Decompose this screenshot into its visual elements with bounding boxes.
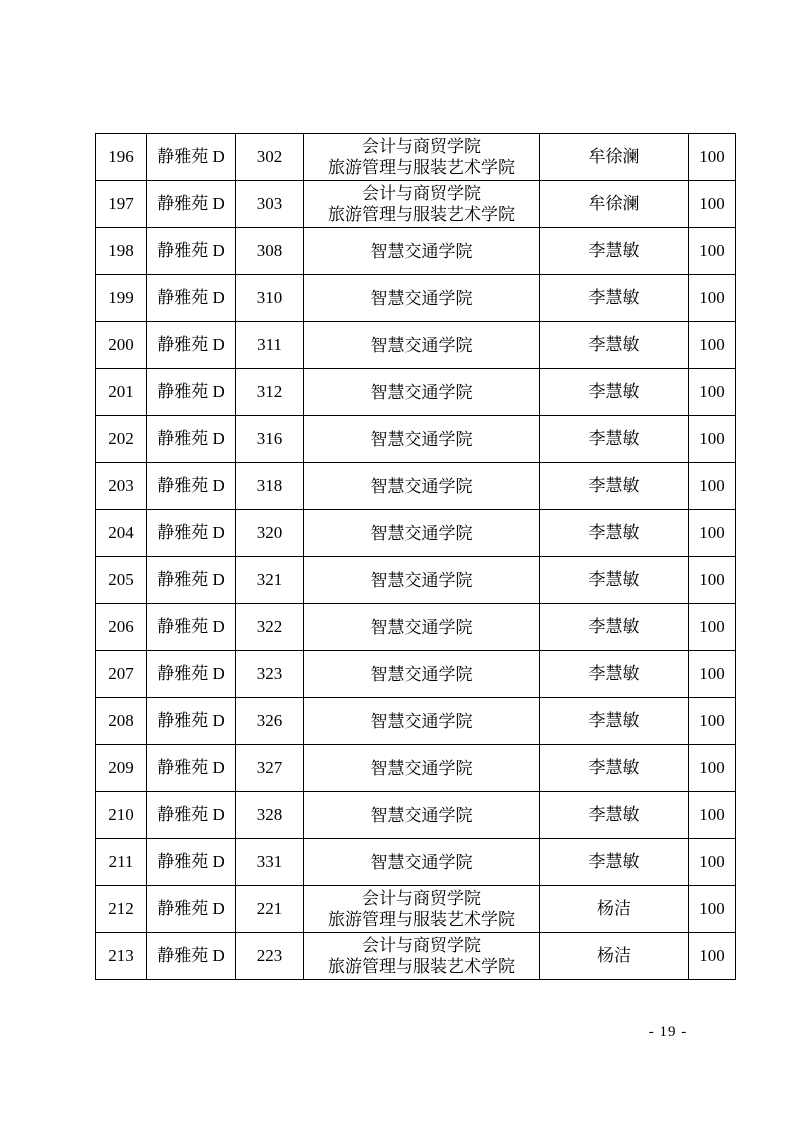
score-cell: 100 xyxy=(689,651,736,698)
table-row xyxy=(96,604,736,651)
table-body xyxy=(96,134,736,980)
person-in-charge-cell: 李慧敏 xyxy=(540,416,689,463)
room-number-cell: 326 xyxy=(236,698,304,745)
department-line: 智慧交通学院 xyxy=(370,476,473,496)
building-cell: 静雅苑 D xyxy=(147,416,236,463)
row-number-cell: 198 xyxy=(96,228,147,275)
room-number-cell: 303 xyxy=(236,181,304,228)
department-line: 会计与商贸学院 xyxy=(362,137,481,156)
row-number-cell: 205 xyxy=(96,557,147,604)
room-number-cell: 311 xyxy=(236,322,304,369)
room-number-cell: 331 xyxy=(236,839,304,886)
department-line: 智慧交通学院 xyxy=(370,758,473,778)
room-number-cell: 316 xyxy=(236,416,304,463)
building-cell: 静雅苑 D xyxy=(147,463,236,510)
score-cell: 100 xyxy=(689,463,736,510)
building-cell: 静雅苑 D xyxy=(147,698,236,745)
department-line: 智慧交通学院 xyxy=(370,429,473,449)
table-row xyxy=(96,181,736,228)
building-cell: 静雅苑 D xyxy=(147,322,236,369)
department-cell xyxy=(304,463,540,510)
table-row xyxy=(96,510,736,557)
building-cell: 静雅苑 D xyxy=(147,604,236,651)
table-row xyxy=(96,416,736,463)
table-row xyxy=(96,933,736,980)
score-cell: 100 xyxy=(689,698,736,745)
room-number-cell: 302 xyxy=(236,134,304,181)
department-cell xyxy=(304,745,540,792)
score-cell: 100 xyxy=(689,839,736,886)
score-cell: 100 xyxy=(689,275,736,322)
department-cell xyxy=(304,886,540,933)
person-in-charge-cell: 李慧敏 xyxy=(540,651,689,698)
row-number-cell: 208 xyxy=(96,698,147,745)
room-number-cell: 312 xyxy=(236,369,304,416)
person-in-charge-cell: 李慧敏 xyxy=(540,839,689,886)
building-cell: 静雅苑 D xyxy=(147,369,236,416)
department-line: 智慧交通学院 xyxy=(370,382,473,402)
department-line: 智慧交通学院 xyxy=(370,711,473,731)
row-number-cell: 209 xyxy=(96,745,147,792)
row-number-cell: 206 xyxy=(96,604,147,651)
person-in-charge-cell: 李慧敏 xyxy=(540,557,689,604)
row-number-cell: 201 xyxy=(96,369,147,416)
table-row xyxy=(96,839,736,886)
building-cell: 静雅苑 D xyxy=(147,792,236,839)
department-line: 旅游管理与服装艺术学院 xyxy=(328,205,515,224)
score-cell: 100 xyxy=(689,228,736,275)
building-cell: 静雅苑 D xyxy=(147,181,236,228)
row-number-cell: 207 xyxy=(96,651,147,698)
table-row xyxy=(96,134,736,181)
table-row xyxy=(96,886,736,933)
score-cell: 100 xyxy=(689,745,736,792)
table-row xyxy=(96,228,736,275)
table-row xyxy=(96,322,736,369)
room-number-cell: 310 xyxy=(236,275,304,322)
room-number-cell: 323 xyxy=(236,651,304,698)
department-line: 智慧交通学院 xyxy=(370,617,473,637)
department-line: 旅游管理与服装艺术学院 xyxy=(328,158,515,177)
room-number-cell: 223 xyxy=(236,933,304,980)
page-number: - 19 - xyxy=(648,1024,688,1040)
person-in-charge-cell: 李慧敏 xyxy=(540,745,689,792)
department-cell xyxy=(304,322,540,369)
row-number-cell: 210 xyxy=(96,792,147,839)
table-row xyxy=(96,463,736,510)
department-line: 智慧交通学院 xyxy=(370,241,473,261)
department-line: 会计与商贸学院 xyxy=(362,889,481,908)
person-in-charge-cell: 李慧敏 xyxy=(540,369,689,416)
room-number-cell: 320 xyxy=(236,510,304,557)
table-row xyxy=(96,745,736,792)
department-line: 智慧交通学院 xyxy=(370,335,473,355)
score-cell: 100 xyxy=(689,886,736,933)
department-cell xyxy=(304,651,540,698)
department-line: 会计与商贸学院 xyxy=(362,184,481,203)
score-cell: 100 xyxy=(689,604,736,651)
row-number-cell: 204 xyxy=(96,510,147,557)
department-line: 旅游管理与服装艺术学院 xyxy=(328,957,515,976)
department-cell xyxy=(304,792,540,839)
department-line: 会计与商贸学院 xyxy=(362,936,481,955)
score-cell: 100 xyxy=(689,933,736,980)
row-number-cell: 211 xyxy=(96,839,147,886)
person-in-charge-cell: 牟徐澜 xyxy=(540,134,689,181)
department-cell xyxy=(304,275,540,322)
room-number-cell: 328 xyxy=(236,792,304,839)
building-cell: 静雅苑 D xyxy=(147,886,236,933)
department-line: 智慧交通学院 xyxy=(370,523,473,543)
row-number-cell: 212 xyxy=(96,886,147,933)
score-cell: 100 xyxy=(689,369,736,416)
department-cell xyxy=(304,604,540,651)
department-cell xyxy=(304,134,540,181)
score-cell: 100 xyxy=(689,416,736,463)
row-number-cell: 196 xyxy=(96,134,147,181)
row-number-cell: 203 xyxy=(96,463,147,510)
room-number-cell: 322 xyxy=(236,604,304,651)
person-in-charge-cell: 李慧敏 xyxy=(540,228,689,275)
department-line: 旅游管理与服装艺术学院 xyxy=(328,910,515,929)
score-cell: 100 xyxy=(689,510,736,557)
dormitory-table xyxy=(95,133,736,980)
person-in-charge-cell: 李慧敏 xyxy=(540,604,689,651)
row-number-cell: 197 xyxy=(96,181,147,228)
department-cell xyxy=(304,416,540,463)
person-in-charge-cell: 李慧敏 xyxy=(540,510,689,557)
building-cell: 静雅苑 D xyxy=(147,745,236,792)
score-cell: 100 xyxy=(689,557,736,604)
room-number-cell: 221 xyxy=(236,886,304,933)
room-number-cell: 327 xyxy=(236,745,304,792)
department-cell xyxy=(304,228,540,275)
person-in-charge-cell: 杨洁 xyxy=(540,933,689,980)
department-cell xyxy=(304,557,540,604)
table-row xyxy=(96,275,736,322)
row-number-cell: 202 xyxy=(96,416,147,463)
table-row xyxy=(96,792,736,839)
person-in-charge-cell: 李慧敏 xyxy=(540,275,689,322)
department-cell xyxy=(304,933,540,980)
department-cell xyxy=(304,369,540,416)
person-in-charge-cell: 李慧敏 xyxy=(540,792,689,839)
score-cell: 100 xyxy=(689,322,736,369)
department-cell xyxy=(304,698,540,745)
department-line: 智慧交通学院 xyxy=(370,288,473,308)
person-in-charge-cell: 李慧敏 xyxy=(540,698,689,745)
building-cell: 静雅苑 D xyxy=(147,510,236,557)
building-cell: 静雅苑 D xyxy=(147,275,236,322)
department-cell xyxy=(304,839,540,886)
department-cell xyxy=(304,181,540,228)
table-row xyxy=(96,651,736,698)
room-number-cell: 308 xyxy=(236,228,304,275)
table-row xyxy=(96,698,736,745)
building-cell: 静雅苑 D xyxy=(147,134,236,181)
building-cell: 静雅苑 D xyxy=(147,933,236,980)
department-line: 智慧交通学院 xyxy=(370,852,473,872)
table-row xyxy=(96,369,736,416)
person-in-charge-cell: 牟徐澜 xyxy=(540,181,689,228)
department-cell xyxy=(304,510,540,557)
person-in-charge-cell: 李慧敏 xyxy=(540,322,689,369)
building-cell: 静雅苑 D xyxy=(147,839,236,886)
row-number-cell: 199 xyxy=(96,275,147,322)
room-number-cell: 318 xyxy=(236,463,304,510)
building-cell: 静雅苑 D xyxy=(147,557,236,604)
score-cell: 100 xyxy=(689,134,736,181)
score-cell: 100 xyxy=(689,792,736,839)
department-line: 智慧交通学院 xyxy=(370,664,473,684)
person-in-charge-cell: 李慧敏 xyxy=(540,463,689,510)
table-row xyxy=(96,557,736,604)
room-number-cell: 321 xyxy=(236,557,304,604)
score-cell: 100 xyxy=(689,181,736,228)
department-line: 智慧交通学院 xyxy=(370,570,473,590)
person-in-charge-cell: 杨洁 xyxy=(540,886,689,933)
building-cell: 静雅苑 D xyxy=(147,651,236,698)
building-cell: 静雅苑 D xyxy=(147,228,236,275)
department-line: 智慧交通学院 xyxy=(370,805,473,825)
row-number-cell: 213 xyxy=(96,933,147,980)
row-number-cell: 200 xyxy=(96,322,147,369)
